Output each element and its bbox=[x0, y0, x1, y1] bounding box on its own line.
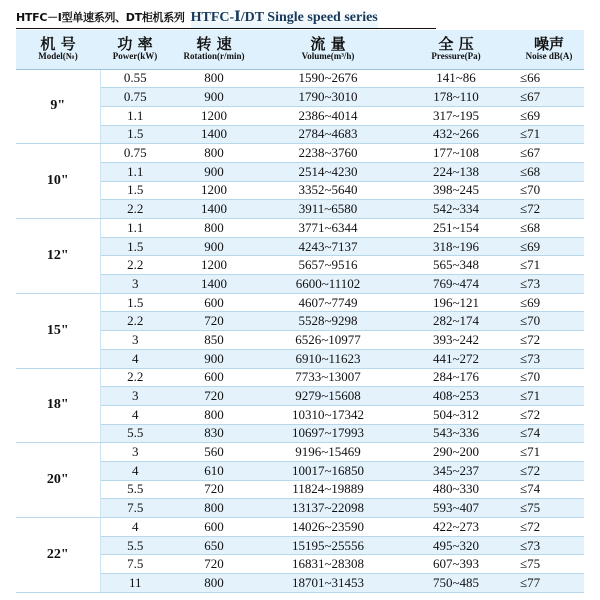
header-rotation bbox=[170, 30, 258, 69]
pressure-cell: 542~334 bbox=[398, 200, 514, 219]
table-row bbox=[16, 405, 584, 424]
volume-cell: 1790~3010 bbox=[258, 88, 398, 107]
volume-cell: 3352~5640 bbox=[258, 181, 398, 200]
model-cell: 10" bbox=[16, 144, 100, 219]
noise-cell: ≤74 bbox=[514, 424, 584, 443]
rotation-cell: 900 bbox=[170, 162, 258, 181]
noise-cell: ≤72 bbox=[514, 518, 584, 537]
volume-cell: 15195~25556 bbox=[258, 536, 398, 555]
volume-cell: 18701~31453 bbox=[258, 574, 398, 593]
power-cell: 4 bbox=[100, 461, 170, 480]
volume-cell: 6600~11102 bbox=[258, 275, 398, 294]
table-row bbox=[16, 518, 584, 537]
power-cell: 7.5 bbox=[100, 499, 170, 518]
title-english: HTFC-Ⅰ/DT Single speed series bbox=[191, 9, 378, 28]
table-row bbox=[16, 200, 584, 219]
model-cell: 9" bbox=[16, 69, 100, 144]
rotation-cell: 600 bbox=[170, 293, 258, 312]
volume-cell: 10017~16850 bbox=[258, 461, 398, 480]
pressure-cell: 422~273 bbox=[398, 518, 514, 537]
title-underline bbox=[16, 28, 436, 29]
title-chinese: HTFC－Ⅰ型单速系列、DT柜机系列 bbox=[16, 11, 185, 24]
volume-cell: 9196~15469 bbox=[258, 443, 398, 462]
header-model-cn: 机 号 bbox=[40, 34, 76, 53]
volume-cell: 7733~13007 bbox=[258, 368, 398, 387]
noise-cell: ≤68 bbox=[514, 162, 584, 181]
volume-cell: 4607~7749 bbox=[258, 293, 398, 312]
volume-cell: 9279~15608 bbox=[258, 387, 398, 406]
table-row bbox=[16, 293, 584, 312]
table-row bbox=[16, 69, 584, 88]
noise-cell: ≤68 bbox=[514, 219, 584, 238]
volume-cell: 6910~11623 bbox=[258, 349, 398, 368]
noise-cell: ≤67 bbox=[514, 144, 584, 163]
rotation-cell: 850 bbox=[170, 331, 258, 350]
noise-cell: ≤71 bbox=[514, 387, 584, 406]
pressure-cell: 290~200 bbox=[398, 443, 514, 462]
volume-cell: 10310~17342 bbox=[258, 405, 398, 424]
header-row bbox=[16, 30, 584, 69]
table-row bbox=[16, 88, 584, 107]
power-cell: 1.5 bbox=[100, 237, 170, 256]
spec-table-container bbox=[16, 30, 584, 593]
noise-cell: ≤69 bbox=[514, 106, 584, 125]
noise-cell: ≤72 bbox=[514, 331, 584, 350]
table-row bbox=[16, 536, 584, 555]
pressure-cell: 432~266 bbox=[398, 125, 514, 144]
rotation-cell: 650 bbox=[170, 536, 258, 555]
table-row bbox=[16, 499, 584, 518]
noise-cell: ≤66 bbox=[514, 69, 584, 88]
rotation-cell: 900 bbox=[170, 88, 258, 107]
noise-cell: ≤72 bbox=[514, 405, 584, 424]
rotation-cell: 560 bbox=[170, 443, 258, 462]
header-noise bbox=[514, 30, 584, 69]
rotation-cell: 900 bbox=[170, 349, 258, 368]
model-cell: 20" bbox=[16, 443, 100, 518]
power-cell: 2.2 bbox=[100, 256, 170, 275]
rotation-cell: 610 bbox=[170, 461, 258, 480]
rotation-cell: 720 bbox=[170, 312, 258, 331]
power-cell: 1.1 bbox=[100, 106, 170, 125]
rotation-cell: 800 bbox=[170, 574, 258, 593]
pressure-cell: 251~154 bbox=[398, 219, 514, 238]
table-row bbox=[16, 106, 584, 125]
pressure-cell: 408~253 bbox=[398, 387, 514, 406]
power-cell: 1.1 bbox=[100, 162, 170, 181]
volume-cell: 5528~9298 bbox=[258, 312, 398, 331]
pressure-cell: 593~407 bbox=[398, 499, 514, 518]
volume-cell: 3771~6344 bbox=[258, 219, 398, 238]
table-row bbox=[16, 331, 584, 350]
volume-cell: 2386~4014 bbox=[258, 106, 398, 125]
noise-cell: ≤69 bbox=[514, 293, 584, 312]
pressure-cell: 345~237 bbox=[398, 461, 514, 480]
power-cell: 0.75 bbox=[100, 144, 170, 163]
pressure-cell: 480~330 bbox=[398, 480, 514, 499]
table-row bbox=[16, 275, 584, 294]
table-row bbox=[16, 237, 584, 256]
rotation-cell: 720 bbox=[170, 480, 258, 499]
header-model-en: Model(№) bbox=[38, 51, 78, 62]
rotation-cell: 900 bbox=[170, 237, 258, 256]
volume-cell: 1590~2676 bbox=[258, 69, 398, 88]
rotation-cell: 1400 bbox=[170, 125, 258, 144]
model-cell: 22" bbox=[16, 518, 100, 593]
table-row bbox=[16, 574, 584, 593]
model-cell: 18" bbox=[16, 368, 100, 443]
table-row bbox=[16, 219, 584, 238]
header-volume bbox=[258, 30, 398, 69]
power-cell: 1.5 bbox=[100, 293, 170, 312]
header-volume-cn: 流 量 bbox=[310, 34, 346, 53]
header-noise-en: Noise dB(A) bbox=[525, 51, 573, 62]
power-cell: 1.1 bbox=[100, 219, 170, 238]
rotation-cell: 1200 bbox=[170, 106, 258, 125]
table-row bbox=[16, 256, 584, 275]
power-cell: 4 bbox=[100, 518, 170, 537]
pressure-cell: 607~393 bbox=[398, 555, 514, 574]
pressure-cell: 565~348 bbox=[398, 256, 514, 275]
pressure-cell: 750~485 bbox=[398, 574, 514, 593]
title-bar bbox=[16, 2, 584, 28]
noise-cell: ≤71 bbox=[514, 125, 584, 144]
noise-cell: ≤71 bbox=[514, 443, 584, 462]
power-cell: 11 bbox=[100, 574, 170, 593]
pressure-cell: 441~272 bbox=[398, 349, 514, 368]
pressure-cell: 317~195 bbox=[398, 106, 514, 125]
power-cell: 5.5 bbox=[100, 424, 170, 443]
rotation-cell: 600 bbox=[170, 518, 258, 537]
pressure-cell: 495~320 bbox=[398, 536, 514, 555]
power-cell: 5.5 bbox=[100, 480, 170, 499]
rotation-cell: 1200 bbox=[170, 256, 258, 275]
pressure-cell: 224~138 bbox=[398, 162, 514, 181]
header-power-en: Power(kW) bbox=[112, 51, 158, 62]
noise-cell: ≤70 bbox=[514, 181, 584, 200]
noise-cell: ≤73 bbox=[514, 536, 584, 555]
power-cell: 4 bbox=[100, 405, 170, 424]
power-cell: 3 bbox=[100, 275, 170, 294]
volume-cell: 2514~4230 bbox=[258, 162, 398, 181]
power-cell: 3 bbox=[100, 443, 170, 462]
power-cell: 5.5 bbox=[100, 536, 170, 555]
noise-cell: ≤75 bbox=[514, 555, 584, 574]
table-row bbox=[16, 387, 584, 406]
table-row bbox=[16, 181, 584, 200]
table-row bbox=[16, 555, 584, 574]
noise-cell: ≤77 bbox=[514, 574, 584, 593]
rotation-cell: 800 bbox=[170, 219, 258, 238]
power-cell: 2.2 bbox=[100, 312, 170, 331]
pressure-cell: 282~174 bbox=[398, 312, 514, 331]
header-power-cn: 功 率 bbox=[117, 34, 153, 53]
noise-cell: ≤73 bbox=[514, 349, 584, 368]
pressure-cell: 393~242 bbox=[398, 331, 514, 350]
power-cell: 1.5 bbox=[100, 181, 170, 200]
header-model bbox=[16, 30, 100, 69]
volume-cell: 13137~22098 bbox=[258, 499, 398, 518]
rotation-cell: 800 bbox=[170, 499, 258, 518]
pressure-cell: 196~121 bbox=[398, 293, 514, 312]
noise-cell: ≤75 bbox=[514, 499, 584, 518]
volume-cell: 2238~3760 bbox=[258, 144, 398, 163]
rotation-cell: 800 bbox=[170, 144, 258, 163]
volume-cell: 14026~23590 bbox=[258, 518, 398, 537]
volume-cell: 11824~19889 bbox=[258, 480, 398, 499]
rotation-cell: 800 bbox=[170, 405, 258, 424]
volume-cell: 3911~6580 bbox=[258, 200, 398, 219]
power-cell: 0.75 bbox=[100, 88, 170, 107]
header-rotation-en: Rotation(r/min) bbox=[183, 51, 245, 62]
spec-table bbox=[16, 30, 584, 593]
volume-cell: 6526~10977 bbox=[258, 331, 398, 350]
pressure-cell: 318~196 bbox=[398, 237, 514, 256]
pressure-cell: 284~176 bbox=[398, 368, 514, 387]
volume-cell: 4243~7137 bbox=[258, 237, 398, 256]
rotation-cell: 1200 bbox=[170, 181, 258, 200]
header-pressure-cn: 全 压 bbox=[438, 34, 474, 53]
model-cell: 15" bbox=[16, 293, 100, 368]
noise-cell: ≤70 bbox=[514, 312, 584, 331]
volume-cell: 2784~4683 bbox=[258, 125, 398, 144]
pressure-cell: 769~474 bbox=[398, 275, 514, 294]
rotation-cell: 720 bbox=[170, 387, 258, 406]
volume-cell: 16831~28308 bbox=[258, 555, 398, 574]
power-cell: 3 bbox=[100, 387, 170, 406]
header-noise-cn: 噪声 bbox=[533, 34, 564, 53]
power-cell: 7.5 bbox=[100, 555, 170, 574]
rotation-cell: 720 bbox=[170, 555, 258, 574]
header-pressure bbox=[398, 30, 514, 69]
power-cell: 0.55 bbox=[100, 69, 170, 88]
header-volume-en: Volume(m³/h) bbox=[301, 51, 355, 62]
noise-cell: ≤73 bbox=[514, 275, 584, 294]
rotation-cell: 1400 bbox=[170, 275, 258, 294]
rotation-cell: 800 bbox=[170, 69, 258, 88]
rotation-cell: 1400 bbox=[170, 200, 258, 219]
volume-cell: 5657~9516 bbox=[258, 256, 398, 275]
header-rotation-cn: 转 速 bbox=[196, 34, 232, 53]
power-cell: 3 bbox=[100, 331, 170, 350]
table-row bbox=[16, 312, 584, 331]
rotation-cell: 600 bbox=[170, 368, 258, 387]
pressure-cell: 504~312 bbox=[398, 405, 514, 424]
noise-cell: ≤72 bbox=[514, 200, 584, 219]
table-row bbox=[16, 368, 584, 387]
power-cell: 2.2 bbox=[100, 200, 170, 219]
noise-cell: ≤71 bbox=[514, 256, 584, 275]
noise-cell: ≤72 bbox=[514, 461, 584, 480]
table-row bbox=[16, 349, 584, 368]
table-row bbox=[16, 461, 584, 480]
power-cell: 4 bbox=[100, 349, 170, 368]
spec-table-body bbox=[16, 69, 584, 593]
pressure-cell: 178~110 bbox=[398, 88, 514, 107]
model-cell: 12" bbox=[16, 219, 100, 294]
table-row bbox=[16, 125, 584, 144]
volume-cell: 10697~17993 bbox=[258, 424, 398, 443]
rotation-cell: 830 bbox=[170, 424, 258, 443]
pressure-cell: 177~108 bbox=[398, 144, 514, 163]
table-row bbox=[16, 443, 584, 462]
header-power bbox=[100, 30, 170, 69]
table-row bbox=[16, 162, 584, 181]
pressure-cell: 141~86 bbox=[398, 69, 514, 88]
noise-cell: ≤74 bbox=[514, 480, 584, 499]
power-cell: 1.5 bbox=[100, 125, 170, 144]
noise-cell: ≤70 bbox=[514, 368, 584, 387]
pressure-cell: 398~245 bbox=[398, 181, 514, 200]
header-pressure-en: Pressure(Pa) bbox=[431, 51, 481, 62]
noise-cell: ≤67 bbox=[514, 88, 584, 107]
table-row bbox=[16, 144, 584, 163]
noise-cell: ≤69 bbox=[514, 237, 584, 256]
pressure-cell: 543~336 bbox=[398, 424, 514, 443]
table-row bbox=[16, 424, 584, 443]
power-cell: 2.2 bbox=[100, 368, 170, 387]
table-row bbox=[16, 480, 584, 499]
